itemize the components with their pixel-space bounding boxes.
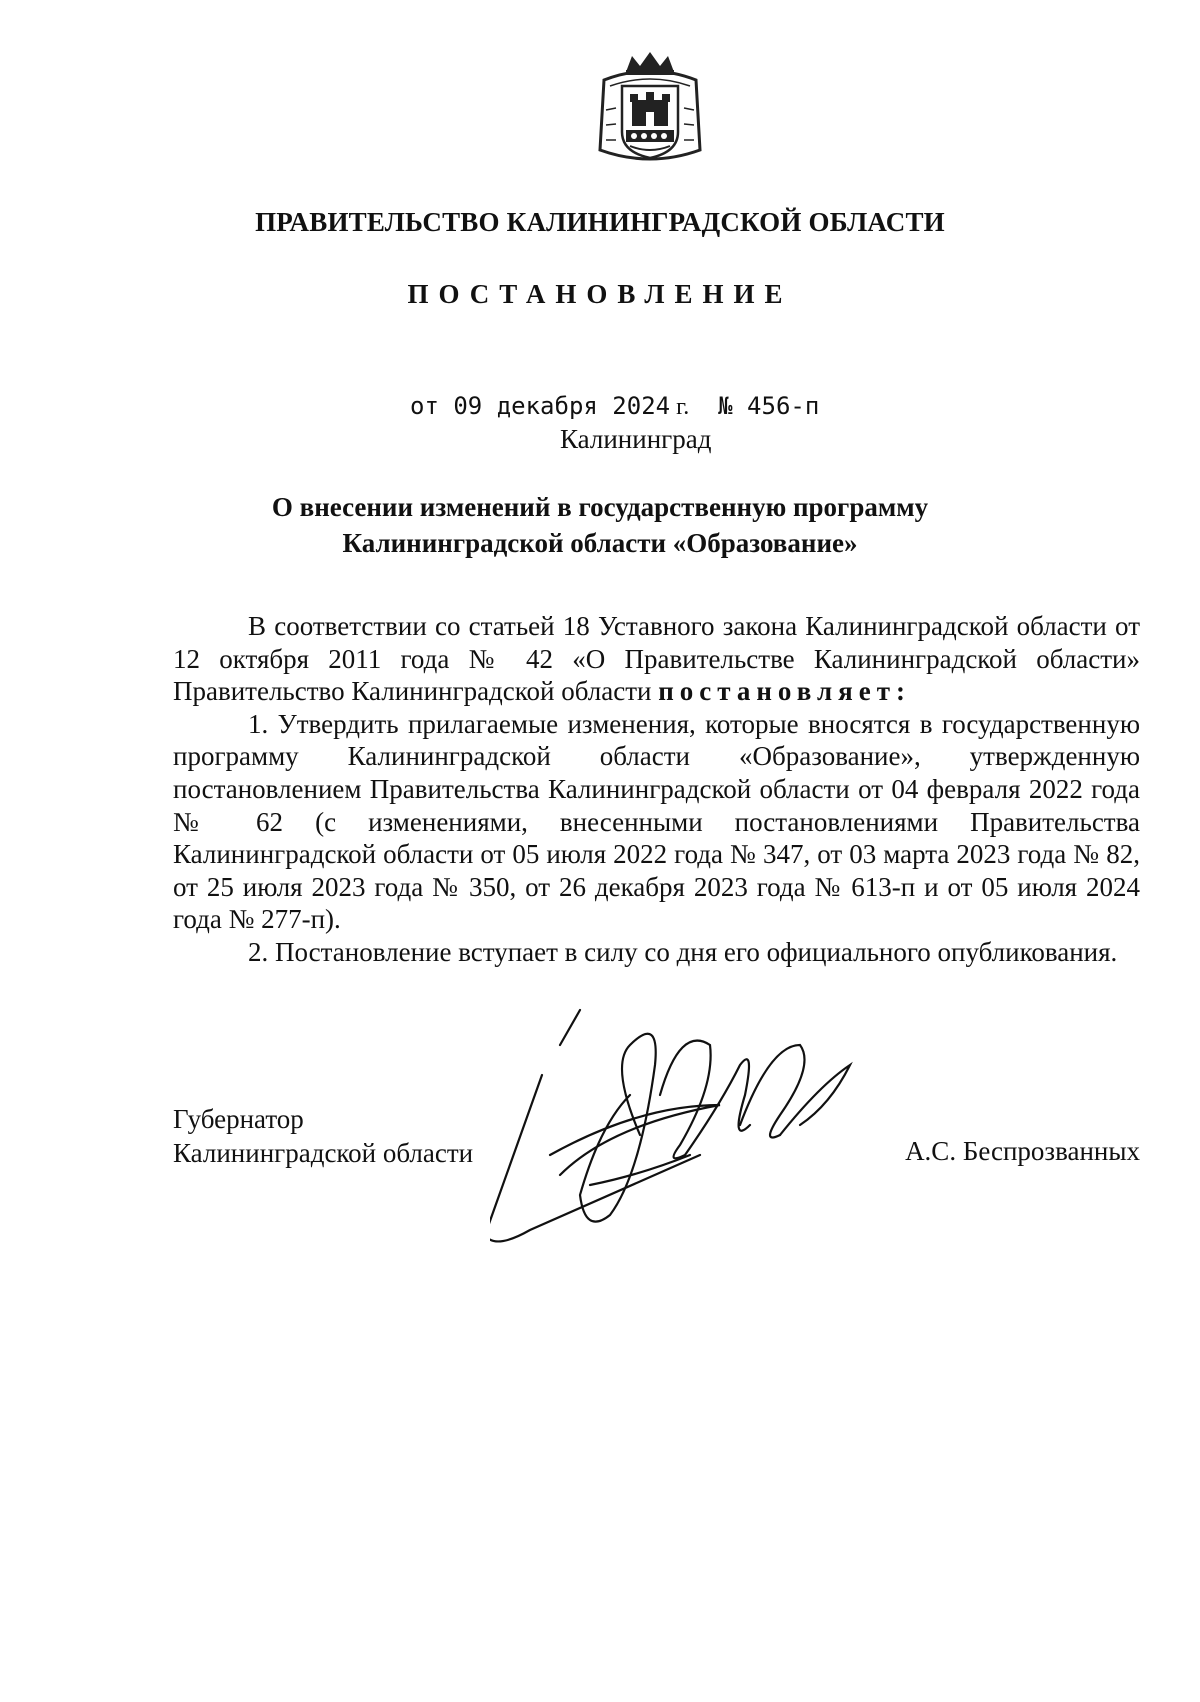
position-line-1: Губернатор [173, 1104, 304, 1134]
subject-line-2: Калининградской области «Образование» [342, 528, 858, 558]
dateline [410, 392, 819, 421]
preamble-text: В соответствии со статьей 18 Уставного закона Калининградской области от 12 октября 2011 года № 42 «О Правительстве Калининградской области» Правительство Калининградской области [173, 611, 1140, 707]
document-body [173, 610, 1140, 969]
item-2-paragraph: 2. Постановление вступает в силу со дня его официального опубликования. [248, 936, 1118, 967]
document-date: 09 декабря 2024 [453, 392, 671, 420]
document-type-heading: ПОСТАНОВЛЕНИЕ [407, 279, 793, 309]
coat-of-arms-icon [596, 50, 704, 166]
signature-icon [490, 1005, 910, 1255]
organization-heading: ПРАВИТЕЛЬСТВО КАЛИНИНГРАДСКОЙ ОБЛАСТИ [255, 207, 945, 237]
document-subject [0, 489, 1200, 561]
date-prefix: от [410, 392, 439, 420]
signatory-position [173, 1102, 473, 1170]
subject-line-1: О внесении изменений в государственную программу [271, 492, 929, 522]
document-city: Калининград [560, 424, 712, 454]
document-number: № 456-п [718, 392, 820, 420]
signatory-name: А.С. Беспрозванных [905, 1136, 1140, 1166]
preamble-paragraph [173, 610, 1140, 708]
position-line-2: Калининградской области [173, 1138, 474, 1168]
resolves-word: постановляет: [658, 676, 911, 707]
year-suffix: г. [676, 394, 690, 420]
item-1-paragraph: 1. Утвердить прилагаемые изменения, которые вносятся в государственную программу Калининградской области «Образование», утвержденную постановлением Правительства Калининградской области от 04 февраля 2022 года № 62 (с изменениями, внесенными постановлениями Правительства Калининградской области от 05 июля 2022 года № 347, от 03 марта 2023 года № 82, от 25 июля 2023 года № 350, от 26 декабря 2023 года № 613-п и от 05 июля 2024 года № 277-п). [173, 708, 1140, 935]
